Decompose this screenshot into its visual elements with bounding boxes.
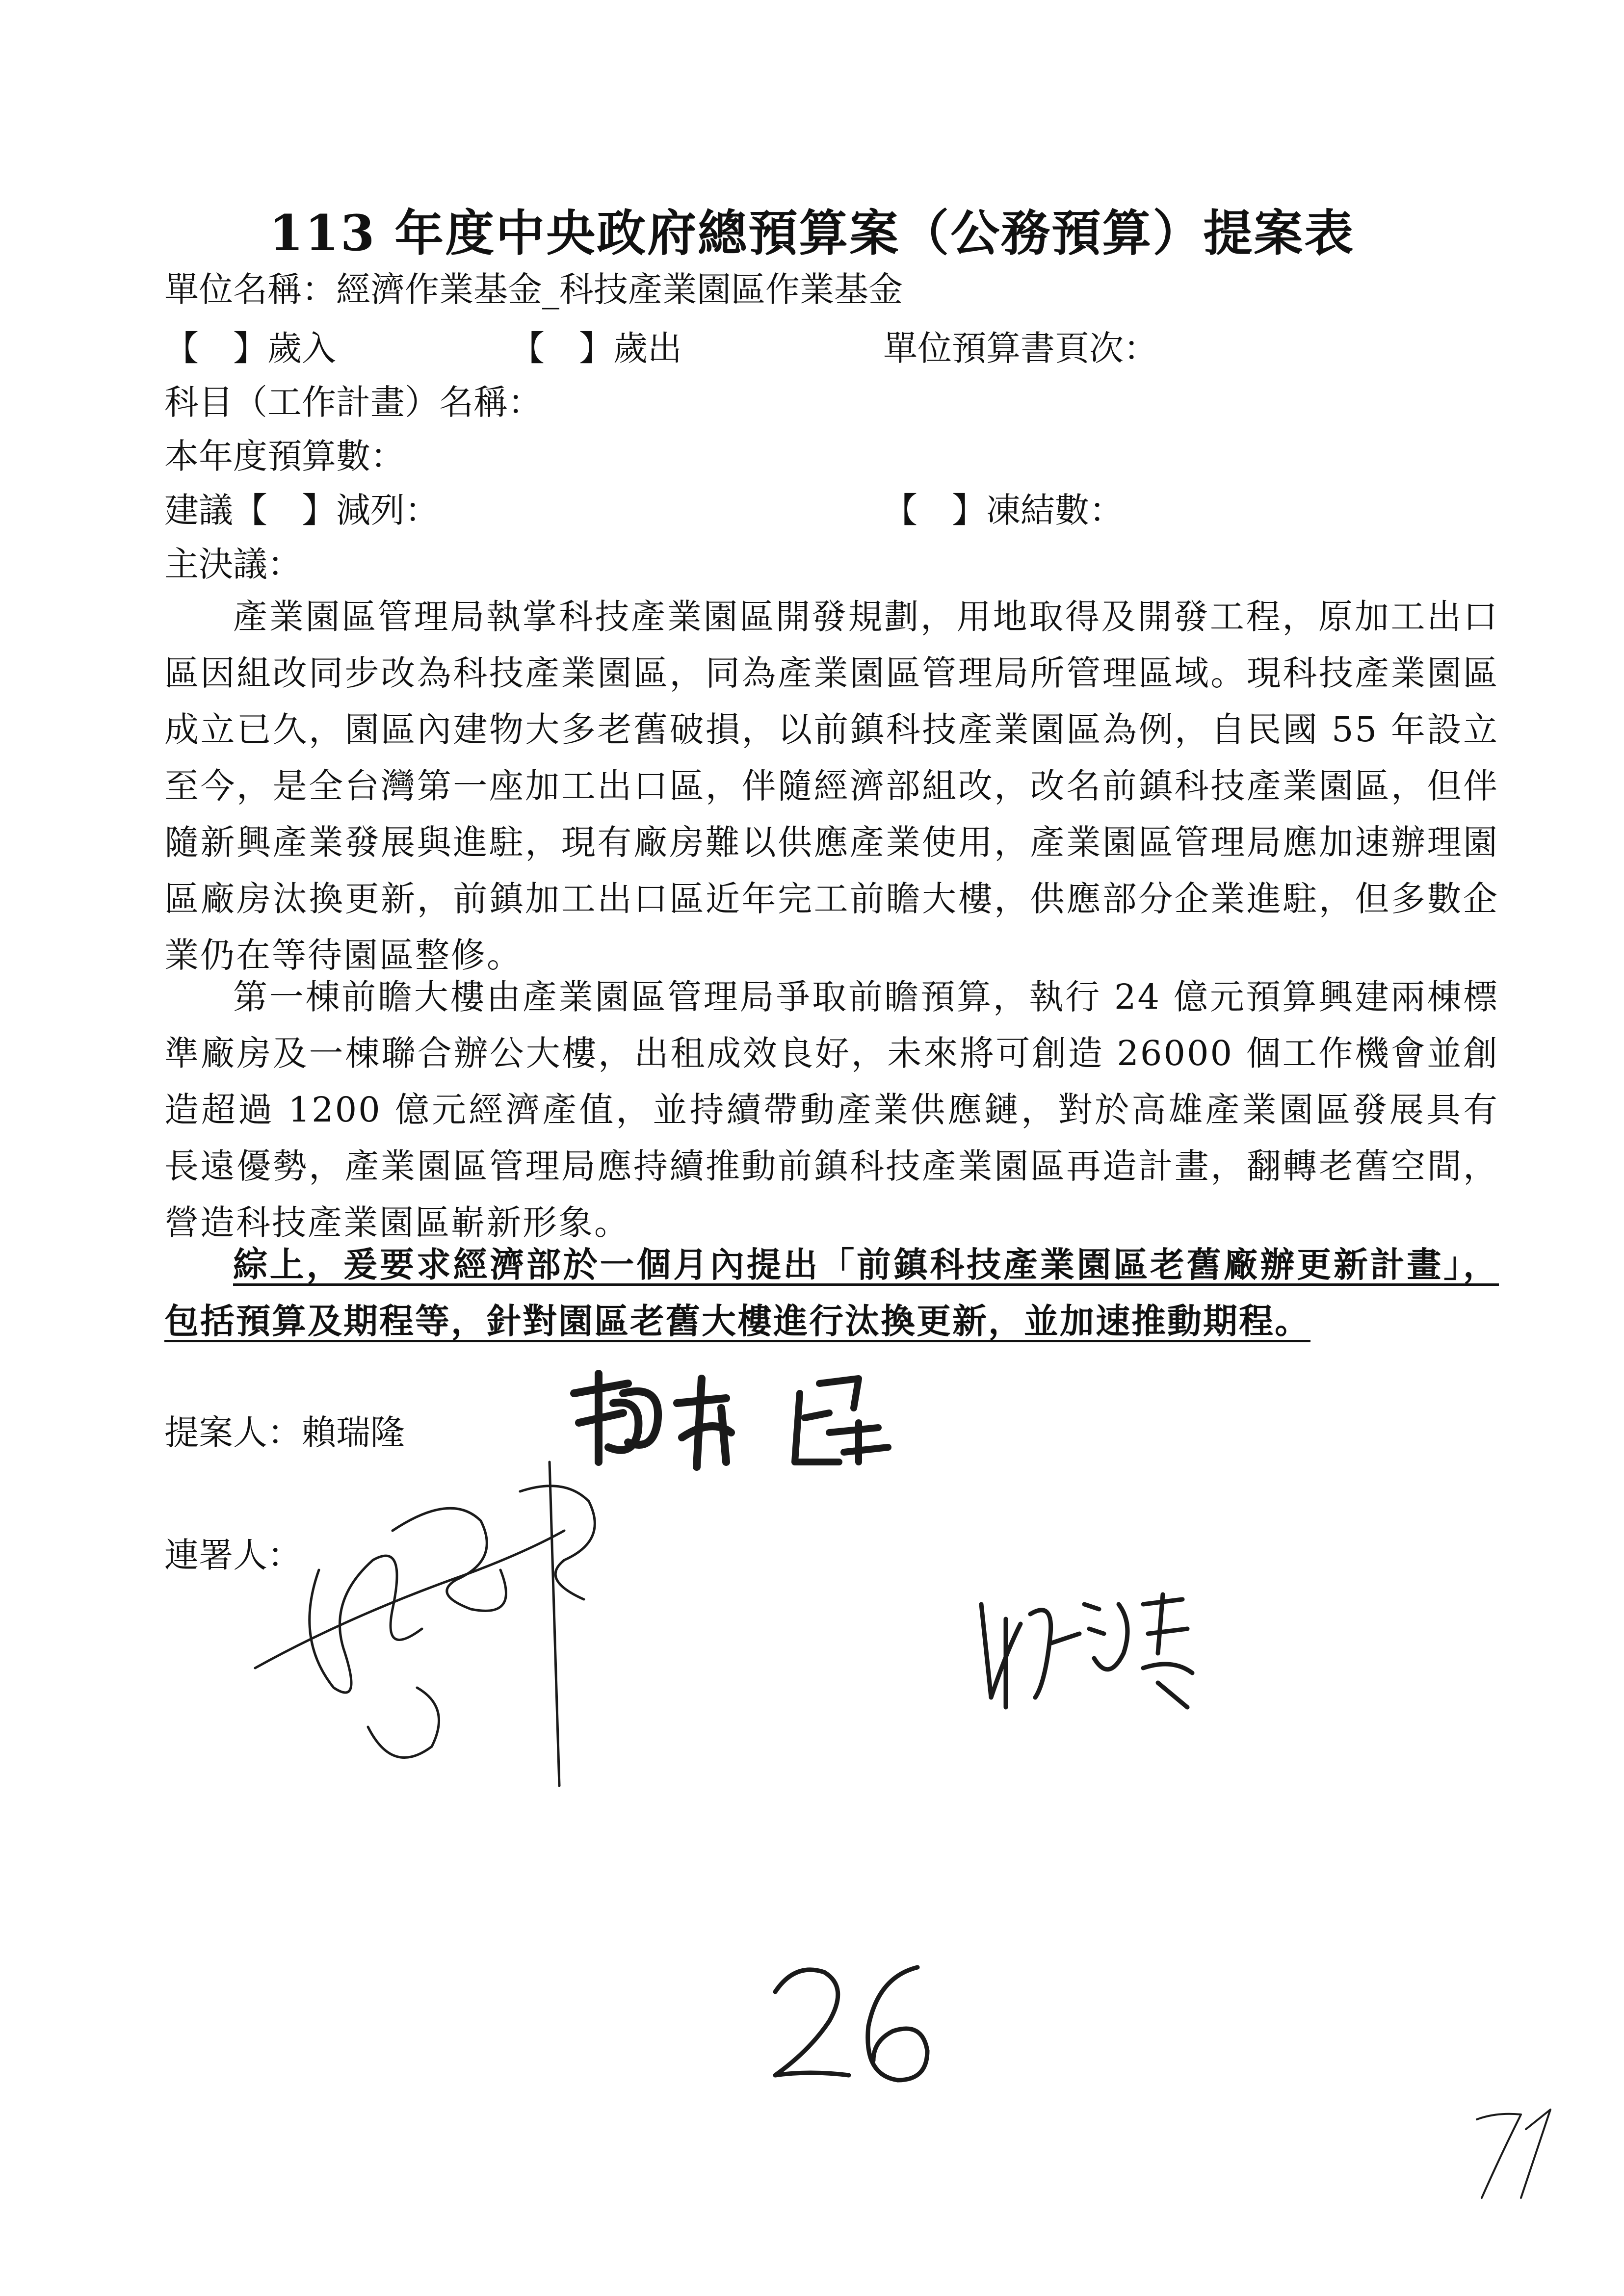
revenue-checkbox-label: 【 】歲入: [164, 328, 336, 368]
resolution-paragraph-1: 產業園區管理局執掌科技產業園區開發規劃，用地取得及開發工程，原加工出口區因組改同步改為科技產業園區，同為產業園區管理局所管理區域。現科技產業園區成立已久，園區內建物大多老舊破損，以前鎮科技產業園區為例，自民國 55 年設立至今，是全台灣第一座加工出口區，伴隨經濟部組改，改名前鎮科技產業園區，但伴隨新興產業發展與進駐，現有廠房難以供應產業使用，產業園區管理局應加速辦理園區廠房汰換更新，前鎮加工出口區近年完工前瞻大樓，供應部分企業進駐，但多數企業仍在等待園區整修。: [164, 597, 1499, 975]
budget-amount-label: 本年度預算數：: [164, 436, 405, 476]
main-resolution-label: 主決議：: [164, 544, 302, 584]
suggest-reduce-label: 建議【 】減列：: [164, 490, 439, 530]
freeze-amount-label: 【 】凍結數：: [883, 490, 1124, 530]
conclusion-paragraph: 綜上，爰要求經濟部於一個月內提出「前鎮科技產業園區老舊廠辦更新計畫」，包括預算及期程等，針對園區老舊大樓進行汰換更新，並加速推動期程。: [164, 1244, 1499, 1341]
resolution-paragraph-2: 第一棟前瞻大樓由產業園區管理局爭取前瞻預算，執行 24 億元預算興建兩棟標準廠房及一棟聯合辦公大樓，出租成效良好，未來將可創造 26000 個工作機會並創造超過 1200 億元經濟產值，並持續帶動產業供應鏈，對於高雄產業園區發展具有長遠優勢，產業園區管理局應持續推動前鎮科技產業園區再造計畫，翻轉老舊空間，營造科技產業園區嶄新形象。: [164, 977, 1499, 1243]
corner-number-handwriting: [1467, 2100, 1580, 2208]
subject-label: 科目（工作計畫）名稱：: [164, 382, 542, 422]
page-number-handwriting: [765, 1957, 937, 2090]
unit-name-line: 單位名稱：經濟作業基金_科技產業園區作業基金: [164, 269, 903, 310]
cosigner-signature-1: [245, 1433, 638, 1825]
cosigner-signature-2: [976, 1585, 1202, 1717]
proposer-label: 提案人：賴瑞隆: [164, 1412, 405, 1453]
page-title: 113 年度中央政府總預算案（公務預算）提案表: [269, 204, 1355, 262]
budget-page-label: 單位預算書頁次：: [883, 328, 1158, 368]
cosigner-label: 連署人：: [164, 1535, 302, 1575]
expenditure-checkbox-label: 【 】歲出: [510, 328, 682, 368]
